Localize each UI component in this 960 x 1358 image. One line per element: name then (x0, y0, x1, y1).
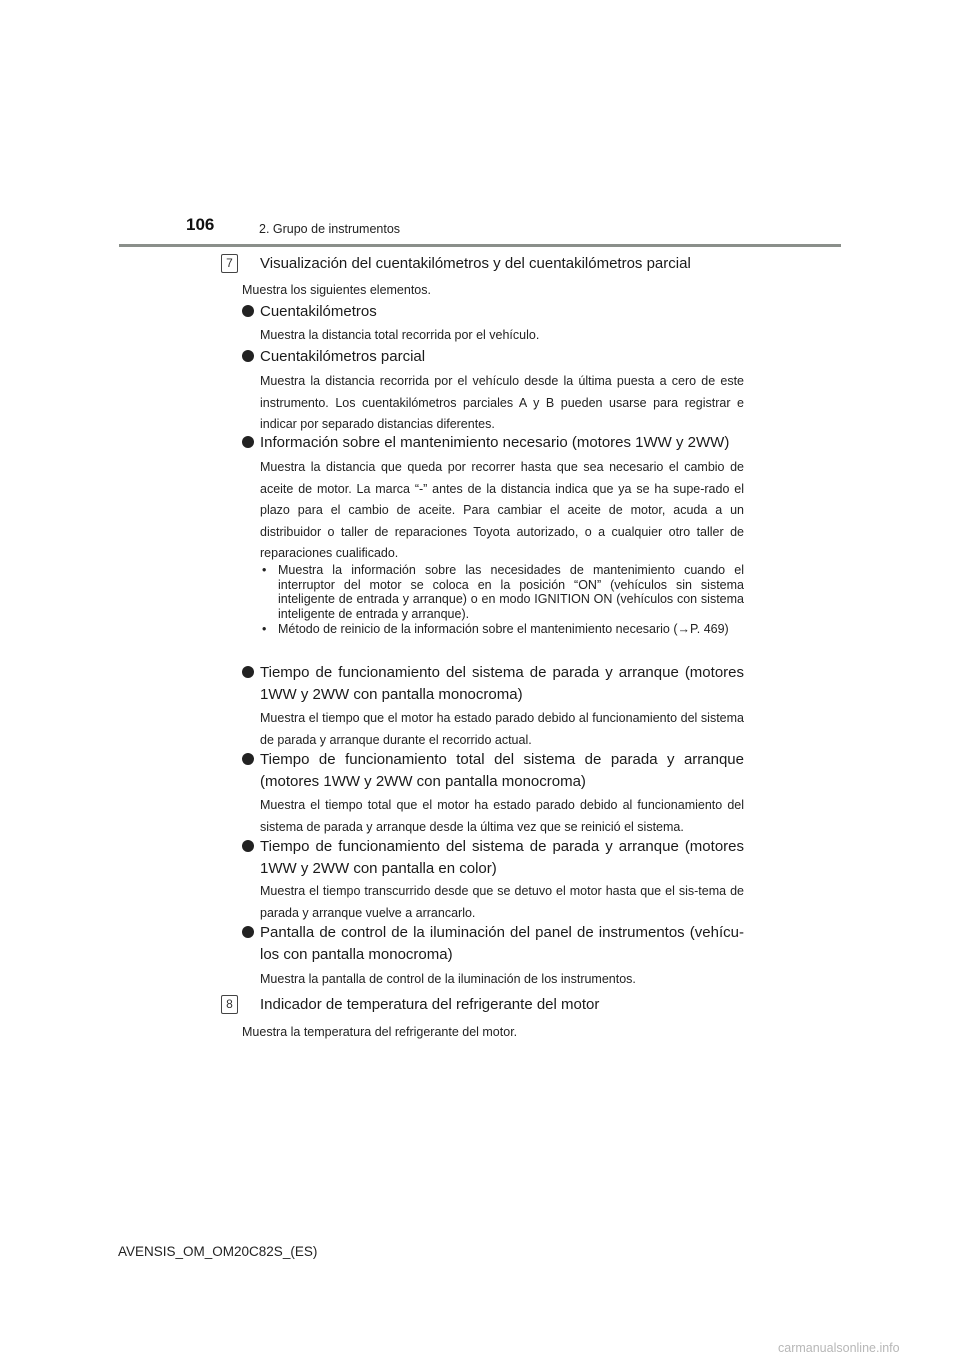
bullet-title: Información sobre el mantenimiento necesario (motores 1WW y 2WW) (260, 434, 730, 451)
bullet-dot-icon (242, 436, 254, 448)
sub-bullet-icon: • (262, 563, 267, 577)
bullet-dot-icon (242, 305, 254, 317)
bullet-dot-icon (242, 840, 254, 852)
item-7-heading (221, 254, 691, 273)
bullet-body: Muestra el tiempo transcurrido desde que se detuvo el motor hasta que el sis-tema de parada y arranque vuelve a arrancarlo. (260, 884, 744, 920)
bullet-title: Tiempo de funcionamiento del sistema de parada y arranque (motores 1WW y 2WW con pantalla en color) (260, 838, 744, 877)
item-8-heading (221, 995, 599, 1014)
bullet-dot-icon (242, 350, 254, 362)
bullet-title: Pantalla de control de la iluminación del panel de instrumentos (vehícu-los con pantalla monocroma) (260, 924, 744, 963)
bullet-title: Tiempo de funcionamiento total del sistema de parada y arranque (motores 1WW y 2WW con pantalla monocroma) (260, 751, 744, 790)
bullet-heading (242, 836, 744, 880)
header-divider (119, 244, 841, 247)
item-description: Muestra la temperatura del refrigerante del motor. (242, 1025, 518, 1039)
bullet-dot-icon (242, 753, 254, 765)
bullet-title: Cuentakilómetros parcial (260, 348, 426, 365)
page-number: 106 (186, 215, 215, 234)
bullet-title: Tiempo de funcionamiento del sistema de parada y arranque (motores 1WW y 2WW con pantalla monocroma) (260, 664, 744, 703)
document-code: AVENSIS_OM_OM20C82S_(ES) (118, 1244, 318, 1259)
sub-list-item (262, 563, 744, 621)
bullet-heading (242, 301, 744, 323)
bullet-dot-icon (242, 666, 254, 678)
watermark: carmanualsonline.info (778, 1341, 900, 1355)
bullet-heading (242, 432, 744, 454)
bullet-dot-icon (242, 926, 254, 938)
item-description: Muestra los siguientes elementos. (242, 283, 431, 297)
bullet-body: Muestra el tiempo total que el motor ha estado parado debido al funcionamiento del sistema de parada y arranque desde la última vez que se reinició el sistema. (260, 798, 744, 834)
page-header (0, 0, 960, 250)
item-title: Indicador de temperatura del refrigerante del motor (260, 996, 600, 1013)
bullet-body: Muestra el tiempo que el motor ha estado parado debido al funcionamiento del sistema de parada y arranque durante el recorrido actual. (260, 711, 744, 747)
sub-bullet-icon: • (262, 622, 267, 636)
sub-item-text: Método de reinicio de la información sobre el mantenimiento necesario (→P. 469) (278, 622, 729, 636)
bullet-body: Muestra la pantalla de control de la iluminación de los instrumentos. (260, 972, 636, 986)
sub-list-item (262, 622, 744, 637)
bullet-heading (242, 922, 744, 966)
bullet-title: Cuentakilómetros (260, 303, 377, 320)
bullet-body: Muestra la distancia total recorrida por el vehículo. (260, 328, 540, 342)
bullet-body: Muestra la distancia recorrida por el vehículo desde la última puesta a cero de este instrumento. Los cuentakilómetros parciales A y B pueden usarse para registrar e indicar por separado distancias diferentes. (260, 374, 744, 431)
item-title: Visualización del cuentakilómetros y del cuentakilómetros parcial (260, 255, 691, 272)
sub-list (262, 563, 744, 638)
bullet-heading (242, 346, 744, 368)
section-title: 2. Grupo de instrumentos (259, 222, 401, 236)
bullet-body: Muestra la distancia que queda por recorrer hasta que sea necesario el cambio de aceite de motor. La marca “-” antes de la distancia indica que ya se ha supe-rado el plazo para el cambio de aceite. Para cambiar el aceite de motor, acuda a un distribuidor o taller de reparaciones Toyota autorizado, o a cualquier otro taller de reparaciones cualificado. (260, 460, 744, 560)
bullet-heading (242, 662, 744, 706)
sub-item-text: Muestra la información sobre las necesidades de mantenimiento cuando el interruptor del motor se coloca en la posición “ON” (vehículos sin sistema inteligente de entrada y arranque) o en modo IGNITION ON (vehículos con sistema inteligente de entrada y arranque). (278, 563, 744, 621)
item-number-badge: 7 (221, 254, 238, 273)
item-number-badge: 8 (221, 995, 238, 1014)
bullet-heading (242, 749, 744, 793)
